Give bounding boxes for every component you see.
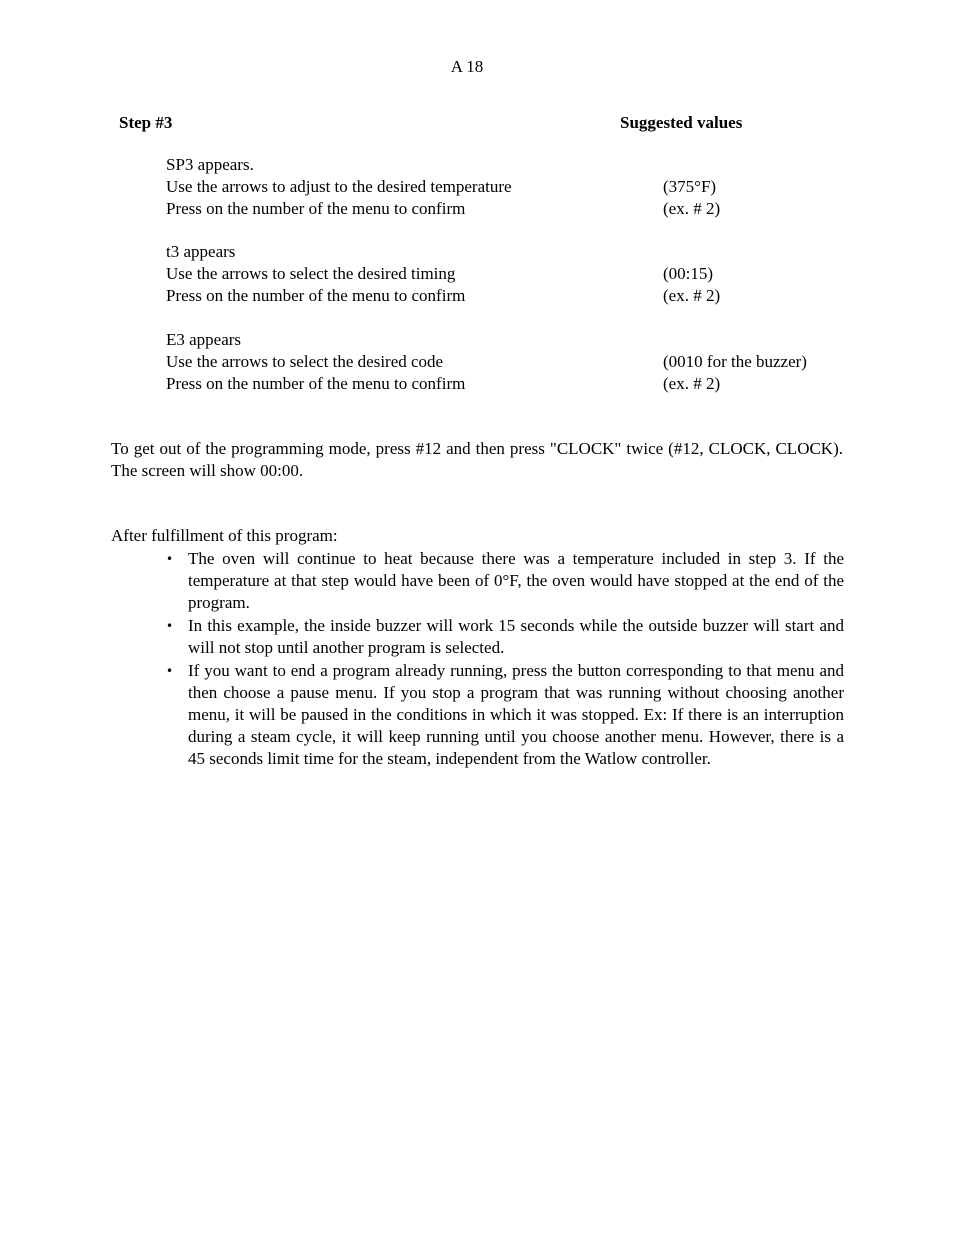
- instruction-line: [166, 263, 846, 285]
- list-item: [166, 660, 844, 770]
- suggested-value: (00:15): [663, 264, 714, 283]
- instruction-text: Use the arrows to select the desired timing: [166, 264, 456, 283]
- instruction-line: [166, 198, 846, 220]
- after-heading: After fulfillment of this program:: [111, 526, 338, 545]
- instruction-text: SP3 appears.: [166, 155, 254, 174]
- instruction-text: t3 appears: [166, 242, 236, 261]
- page-number: A 18: [450, 57, 484, 76]
- list-item-text: The oven will continue to heat because there was a temperature included in step 3. If the temperature at that step would have been of 0°F, the oven would have stopped at the end of the program.: [188, 549, 844, 612]
- instruction-text: Press on the number of the menu to confirm: [166, 374, 466, 393]
- list-item-text: If you want to end a program already running, press the button corresponding to that menu and then choose a pause menu. If you stop a program that was running without choosing another menu, it will be paused in the conditions in which it was stopped. Ex: If there is an interruption during a steam cycle, it will keep running until you choose another menu. However, there is a 45 seconds limit time for the steam, independent from the Watlow controller.: [188, 661, 844, 768]
- instruction-line: [166, 176, 846, 198]
- instruction-line: [166, 351, 846, 373]
- bullet-icon: •: [166, 664, 174, 678]
- e3-group: [166, 329, 846, 395]
- sp3-group: [166, 154, 846, 220]
- t3-group: [166, 241, 846, 307]
- instruction-line: [166, 241, 846, 263]
- instruction-line: [166, 329, 846, 351]
- suggested-value: (ex. # 2): [663, 199, 721, 218]
- bullet-icon: •: [166, 619, 174, 633]
- step-title: Step #3: [119, 113, 173, 132]
- instruction-text: Press on the number of the menu to confirm: [166, 286, 466, 305]
- instruction-text: Use the arrows to select the desired code: [166, 352, 444, 371]
- instruction-line: [166, 285, 846, 307]
- instruction-text: Use the arrows to adjust to the desired temperature: [166, 177, 512, 196]
- suggested-values-title: Suggested values: [620, 113, 743, 132]
- list-item: [166, 548, 844, 614]
- instruction-line: [166, 373, 846, 395]
- instruction-line: [166, 154, 846, 176]
- list-item-text: In this example, the inside buzzer will work 15 seconds while the outside buzzer will start and will not stop until another program is selected.: [188, 616, 844, 657]
- suggested-value: (0010 for the buzzer): [663, 352, 807, 371]
- list-item: [166, 615, 844, 659]
- suggested-value: (375°F): [663, 177, 717, 196]
- bullet-list: [166, 548, 844, 771]
- instruction-text: Press on the number of the menu to confirm: [166, 199, 466, 218]
- suggested-value: (ex. # 2): [663, 286, 721, 305]
- bullet-icon: •: [166, 552, 174, 566]
- exit-paragraph: To get out of the programming mode, press #12 and then press "CLOCK" twice (#12, CLOCK, CLOCK). The screen will show 00:00.: [111, 439, 843, 480]
- instruction-text: E3 appears: [166, 330, 242, 349]
- suggested-value: (ex. # 2): [663, 374, 721, 393]
